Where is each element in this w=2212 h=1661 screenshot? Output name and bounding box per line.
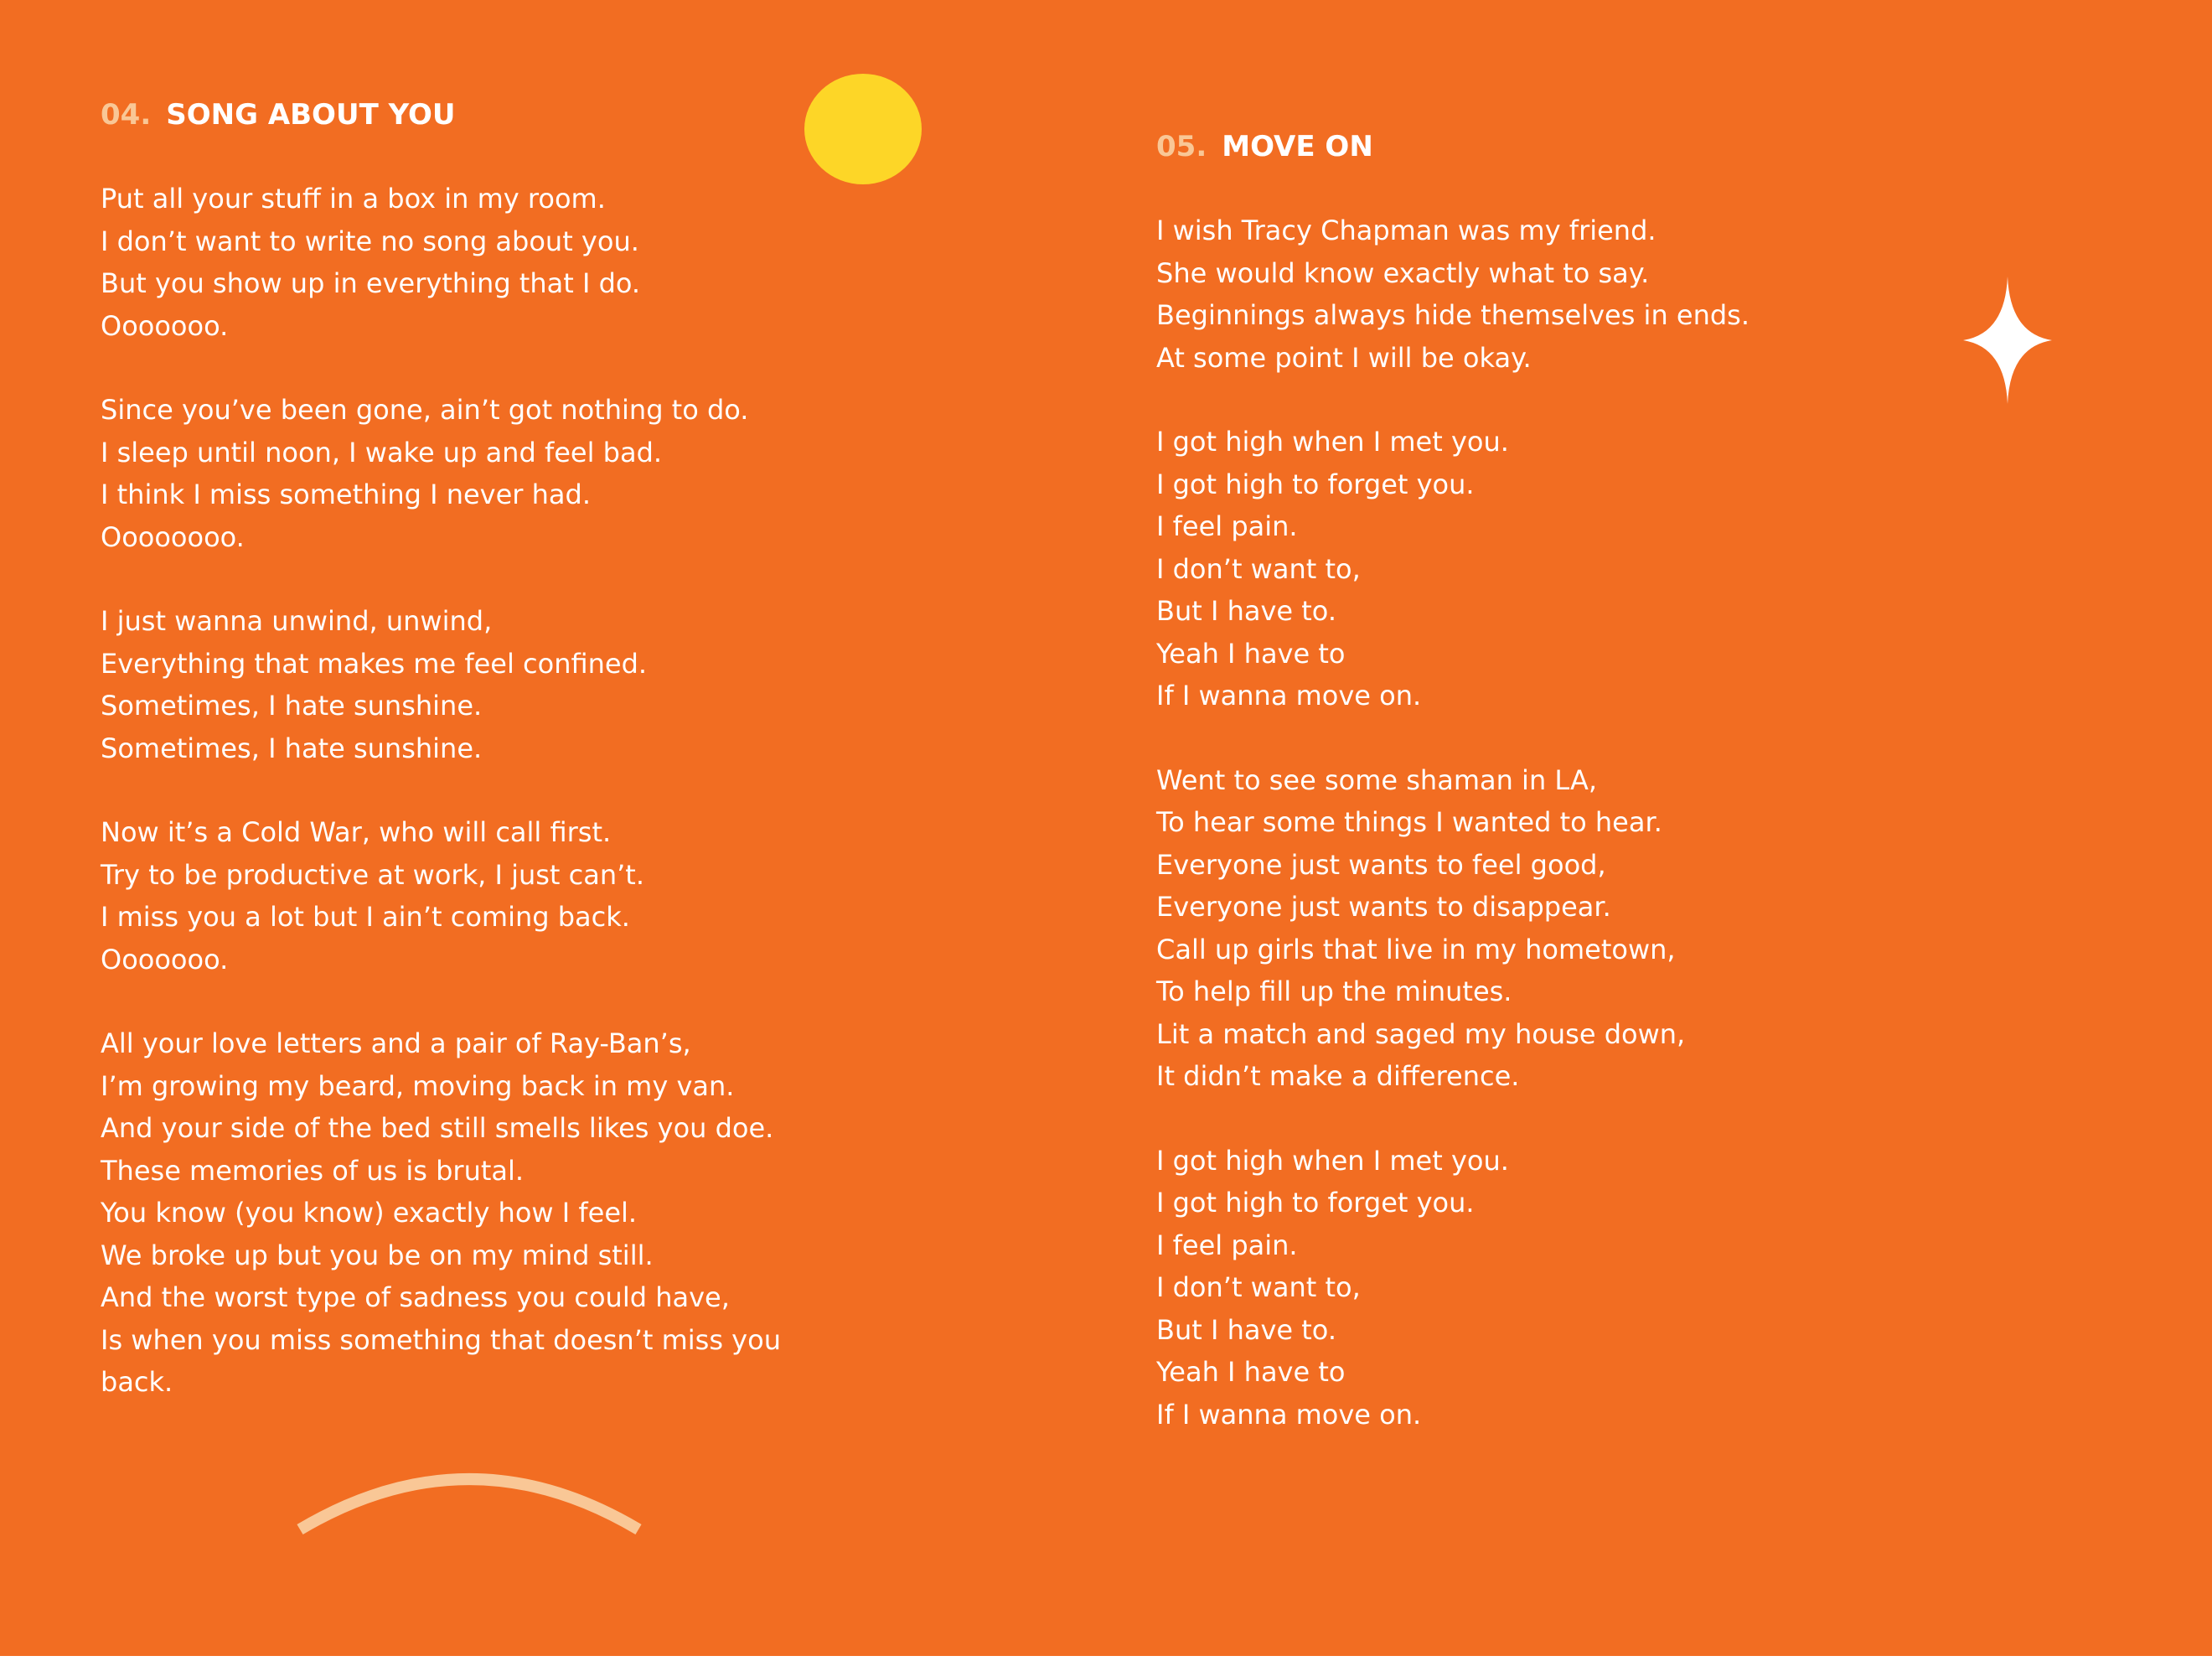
lyric-line: But I have to. — [1156, 1313, 1336, 1346]
sparkle-icon — [1963, 277, 2052, 404]
lyrics — [101, 178, 788, 1404]
lyric-line: And your side of the bed still smells likes you doe. — [101, 1112, 774, 1144]
lyrics — [1156, 210, 1894, 1436]
stanza — [101, 178, 788, 347]
lyric-line: Lit a match and saged my house down, — [1156, 1017, 1686, 1050]
lyric-line: Call up girls that live in my hometown, — [1156, 933, 1676, 965]
lyric-line: I got high when I met you. — [1156, 1144, 1509, 1177]
lyric-line: At some point I will be okay. — [1156, 341, 1532, 374]
song-heading — [101, 94, 788, 136]
lyric-line: Ooooooo. — [101, 309, 229, 342]
song-heading — [1156, 126, 1894, 168]
lyric-line: I feel pain. — [1156, 510, 1298, 542]
song-title: SONG ABOUT YOU — [166, 98, 456, 132]
stanza — [1156, 210, 1894, 379]
arc-decoration — [293, 1462, 645, 1538]
lyric-line: Sometimes, I hate sunshine. — [101, 732, 483, 764]
lyric-line: I feel pain. — [1156, 1229, 1298, 1261]
sparkle-shape — [1963, 277, 2052, 404]
stanza — [1156, 421, 1894, 717]
lyric-line: To help fill up the minutes. — [1156, 975, 1512, 1007]
song-title: MOVE ON — [1222, 130, 1373, 163]
lyric-line: To hear some things I wanted to hear. — [1156, 806, 1662, 838]
stanza — [1156, 759, 1894, 1098]
lyric-line: Beginnings always hide themselves in ends. — [1156, 299, 1750, 331]
lyric-line: Oooooooo. — [101, 520, 245, 553]
lyric-line: I miss you a lot but I ain’t coming back. — [101, 901, 630, 933]
lyric-line: Yeah I have to — [1156, 637, 1346, 670]
lyric-line: But I have to. — [1156, 595, 1336, 627]
lyric-line: She would know exactly what to say. — [1156, 256, 1650, 289]
lyric-line: These memories of us is brutal. — [101, 1154, 525, 1187]
lyric-line: I sleep until noon, I wake up and feel bad. — [101, 436, 663, 468]
lyric-line: Went to see some shaman in LA, — [1156, 763, 1598, 796]
lyric-line: Is when you miss something that doesn’t miss you — [101, 1323, 781, 1356]
song-number: 05. — [1156, 130, 1207, 163]
lyric-line: I got high when I met you. — [1156, 426, 1509, 458]
lyric-line: I wish Tracy Chapman was my friend. — [1156, 215, 1656, 246]
sun-icon — [803, 72, 923, 186]
sun-shape — [804, 74, 922, 184]
lyric-line: I don’t want to, — [1156, 552, 1361, 585]
lyric-line: I don’t want to, — [1156, 1271, 1361, 1303]
lyric-line: Everyone just wants to feel good, — [1156, 848, 1606, 881]
lyric-line: Sometimes, I hate sunshine. — [101, 690, 483, 722]
stanza — [1156, 1140, 1894, 1436]
stanza — [101, 1022, 788, 1404]
lyric-line: If I wanna move on. — [1156, 1398, 1422, 1431]
arc-shape — [300, 1479, 638, 1529]
song-number: 04. — [101, 98, 152, 132]
stanza — [101, 389, 788, 558]
lyric-line: back. — [101, 1366, 173, 1398]
stanza — [101, 811, 788, 981]
lyric-line: But you show up in everything that I do. — [101, 267, 641, 299]
lyric-line: I’m growing my beard, moving back in my van. — [101, 1069, 735, 1102]
lyric-line: If I wanna move on. — [1156, 680, 1422, 711]
lyric-line: It didn’t make a difference. — [1156, 1060, 1520, 1092]
song-05 — [1156, 126, 1894, 1477]
stanza — [101, 600, 788, 769]
lyric-line: We broke up but you be on my mind still. — [101, 1239, 654, 1271]
lyric-line: I just wanna unwind, unwind, — [101, 605, 493, 637]
lyric-line: Ooooooo. — [101, 943, 229, 975]
lyric-line: Now it’s a Cold War, who will call first. — [101, 816, 612, 848]
lyric-line: All your love letters and a pair of Ray-Ban’s, — [101, 1027, 691, 1059]
lyric-line: And the worst type of sadness you could have, — [101, 1281, 730, 1313]
lyric-line: Try to be productive at work, I just can’t. — [101, 858, 644, 891]
lyric-line: Everything that makes me feel confined. — [101, 647, 648, 680]
lyric-line: Since you’ve been gone, ain’t got nothing to do. — [101, 394, 749, 426]
lyric-line: I got high to forget you. — [1156, 1187, 1475, 1219]
song-04 — [101, 94, 788, 1446]
page-bottom-edge — [0, 1656, 2212, 1661]
lyric-line: I think I miss something I never had. — [101, 479, 591, 510]
lyric-line: Everyone just wants to disappear. — [1156, 891, 1611, 923]
lyric-line: Put all your stuff in a box in my room. — [101, 183, 606, 215]
lyric-line: Yeah I have to — [1156, 1356, 1346, 1388]
lyric-line: I don’t want to write no song about you. — [101, 225, 639, 257]
lyric-line: I got high to forget you. — [1156, 468, 1475, 500]
lyric-line: You know (you know) exactly how I feel. — [101, 1197, 638, 1229]
